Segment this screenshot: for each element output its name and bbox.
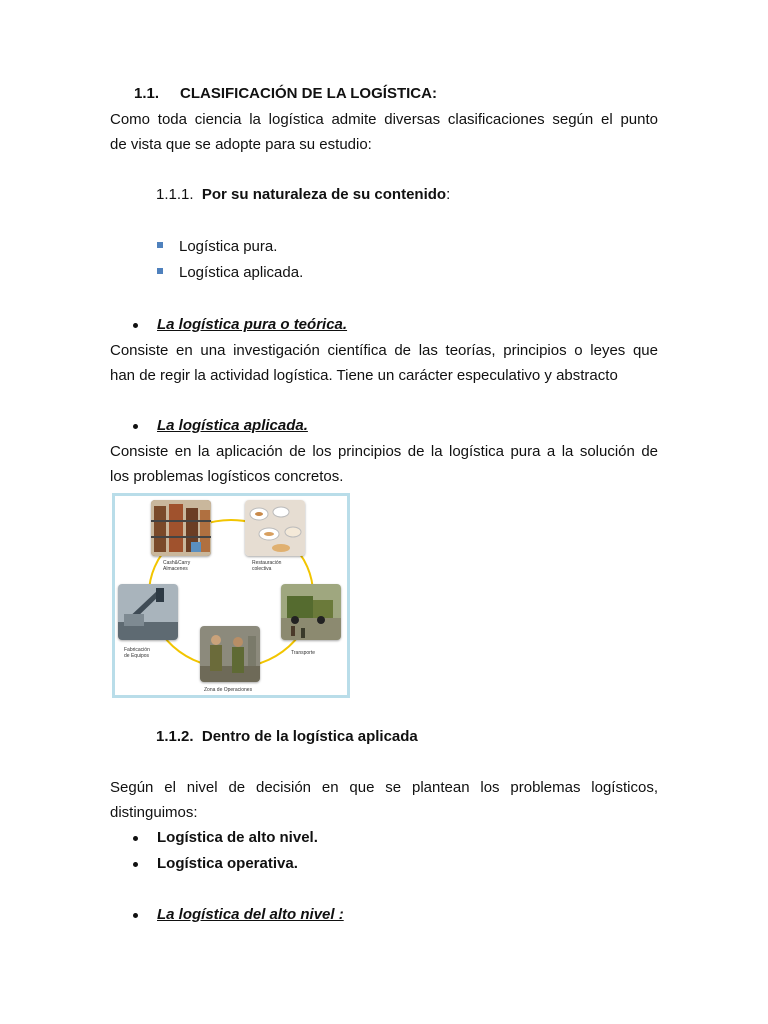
list-item-alto-nivel: Logística de alto nivel. <box>157 829 318 846</box>
logistics-cycle-figure <box>112 493 350 698</box>
caption-operaciones: Zona de Operaciones <box>204 687 253 693</box>
list-item-operativa: Logística operativa. <box>157 855 298 872</box>
section-number-1-1: 1.1. <box>134 85 160 102</box>
alto-nivel-title: La logística del alto nivel : <box>157 906 344 923</box>
subsection-1-1-1 <box>156 186 450 203</box>
square-bullet-icon <box>157 242 163 248</box>
bullet-dot-icon <box>133 913 138 918</box>
nivel-paragraph-line-2: distinguimos: <box>110 804 198 821</box>
list-item-aplicada: Logística aplicada. <box>179 264 304 281</box>
aplicada-paragraph-line-2: los problemas logísticos concretos. <box>110 468 344 485</box>
bullet-dot-icon <box>133 323 138 328</box>
aplicada-title: La logística aplicada. <box>157 417 308 434</box>
operations-zone-photo <box>200 626 260 682</box>
subsection-1-1-2 <box>156 728 418 745</box>
caption-fabricacion: Fabricación de Equipos <box>124 647 150 659</box>
subsection-colon: : <box>446 186 451 203</box>
intro-paragraph-line-1: Como toda ciencia la logística admite diversas clasificaciones según el punto <box>110 111 658 128</box>
subsection-number: 1.1.1. <box>156 186 194 203</box>
subsection-title: Por su naturaleza de su contenido <box>201 186 447 203</box>
caption-almacenes: Cash&Carry Almacenes <box>163 560 191 572</box>
bullet-dot-icon <box>133 424 138 429</box>
pura-title: La logística pura o teórica. <box>157 316 348 333</box>
caption-restauracion: Restauración colectiva <box>252 560 282 572</box>
pura-paragraph-line-2: han de regir la actividad logística. Tiene un carácter especulativo y abstracto <box>110 367 618 384</box>
transport-photo <box>281 584 341 640</box>
section-title-clasificacion: CLASIFICACIÓN DE LA LOGÍSTICA: <box>180 85 437 102</box>
bullet-dot-icon <box>133 836 138 841</box>
manufacturing-photo <box>118 584 178 640</box>
warehouse-photo <box>151 500 211 556</box>
caption-transporte: Transporte <box>291 650 315 656</box>
subsection-number: 1.1.2. <box>156 728 194 745</box>
bullet-dot-icon <box>133 862 138 867</box>
intro-paragraph-line-2: de vista que se adopte para su estudio: <box>110 136 372 153</box>
subsection-title: Dentro de la logística aplicada <box>201 728 418 745</box>
catering-photo <box>245 500 305 556</box>
square-bullet-icon <box>157 268 163 274</box>
pura-paragraph-line-1: Consiste en una investigación científica de las teorías, principios o leyes que <box>110 342 658 359</box>
aplicada-paragraph-line-1: Consiste en la aplicación de los principios de la logística pura a la solución de <box>110 443 658 460</box>
nivel-paragraph-line-1: Según el nivel de decisión en que se plantean los problemas logísticos, <box>110 779 658 796</box>
list-item-pura: Logística pura. <box>179 238 278 255</box>
